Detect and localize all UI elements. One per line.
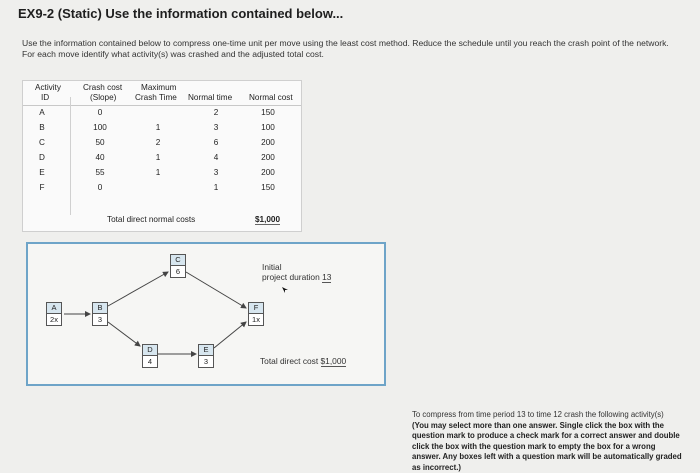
cell-normal-cost: 200 xyxy=(261,168,275,177)
cell-slope: 55 xyxy=(95,168,105,177)
project-duration-value: 13 xyxy=(322,272,332,282)
cell-id: E xyxy=(39,168,45,177)
total-direct-cost-value: $1,000 xyxy=(320,356,347,366)
question-instructions: (You may select more than one answer. Single click the box with the question mark to produce a check mark for a correct answer and double click the box with the question mark to empty the box for a wrong answer. Any boxes left with a question mark will be automatically graded as incorrect.) xyxy=(412,420,682,472)
header-crash-time: Crash Time xyxy=(135,93,177,102)
question-text xyxy=(412,410,682,473)
node-b xyxy=(92,302,108,326)
node-e-duration: 3 xyxy=(199,356,213,367)
cell-id: F xyxy=(39,183,45,192)
cell-normal-cost: 200 xyxy=(261,153,275,162)
table-column-divider xyxy=(70,97,71,215)
header-normal-cost: Normal cost xyxy=(249,93,293,102)
table-divider xyxy=(23,105,301,106)
cell-slope: 0 xyxy=(97,183,103,192)
cell-normal-cost: 150 xyxy=(261,183,275,192)
header-activity: Activity xyxy=(35,83,61,92)
cell-slope: 40 xyxy=(95,153,105,162)
cell-normal-cost: 100 xyxy=(261,123,275,132)
node-d-duration: 4 xyxy=(143,356,157,367)
header-id: ID xyxy=(41,93,50,102)
cell-normal-time: 4 xyxy=(213,153,219,162)
cell-slope: 50 xyxy=(95,138,105,147)
node-a-label: A xyxy=(47,303,61,314)
cell-normal-cost: 200 xyxy=(261,138,275,147)
cell-crash-time: 1 xyxy=(155,168,161,177)
total-normal-cost-label: Total direct normal costs xyxy=(107,215,196,224)
intro-text: Use the information contained below to compress one-time unit per move using the least cost method. Reduce the schedule until you reach the crash point of the network. For each move identify what activity(s) was crashed and the adjusted total cost. xyxy=(22,38,669,59)
cell-normal-time: 2 xyxy=(213,108,219,117)
cell-id: C xyxy=(39,138,45,147)
mouse-cursor-icon xyxy=(282,287,288,293)
cell-normal-time: 1 xyxy=(213,183,219,192)
node-d-label: D xyxy=(143,345,157,356)
edge-c-f xyxy=(186,272,246,308)
header-slope: (Slope) xyxy=(90,93,117,102)
cell-slope: 100 xyxy=(93,123,107,132)
cell-crash-time: 1 xyxy=(155,153,161,162)
node-c-duration: 6 xyxy=(171,266,185,277)
total-direct-cost-label: Total direct cost xyxy=(260,356,319,366)
node-b-duration: 3 xyxy=(93,314,107,325)
node-d xyxy=(142,344,158,368)
edge-e-f xyxy=(214,322,246,348)
node-e-label: E xyxy=(199,345,213,356)
question-lead: To compress from time period 13 to time 12 crash the following activity(s) xyxy=(412,410,664,419)
cell-normal-cost: 150 xyxy=(261,108,275,117)
cell-normal-time: 6 xyxy=(213,138,219,147)
cell-id: B xyxy=(39,123,45,132)
node-f-duration: 1x xyxy=(249,314,263,325)
activity-table xyxy=(22,80,302,232)
header-crash-cost: Crash cost xyxy=(83,83,123,92)
cell-crash-time: 1 xyxy=(155,123,161,132)
cell-id: D xyxy=(39,153,45,162)
cell-id: A xyxy=(39,108,45,117)
edge-b-d xyxy=(108,322,140,346)
page-title: EX9-2 (Static) Use the information contained below... xyxy=(18,6,344,21)
node-f xyxy=(248,302,264,326)
cell-normal-time: 3 xyxy=(213,168,219,177)
cell-slope: 0 xyxy=(97,108,103,117)
header-maximum: Maximum xyxy=(141,83,177,92)
initial-label: Initial xyxy=(262,262,282,272)
cell-crash-time: 2 xyxy=(155,138,161,147)
node-c-label: C xyxy=(171,255,185,266)
node-a xyxy=(46,302,62,326)
node-a-duration: 2x xyxy=(47,314,61,325)
total-normal-cost-value: $1,000 xyxy=(255,215,281,224)
node-c xyxy=(170,254,186,278)
node-f-label: F xyxy=(249,303,263,314)
edge-b-c xyxy=(108,272,168,306)
project-duration xyxy=(262,272,331,282)
node-e xyxy=(198,344,214,368)
cell-normal-time: 3 xyxy=(213,123,219,132)
node-b-label: B xyxy=(93,303,107,314)
total-direct-cost xyxy=(260,356,346,366)
project-duration-label: project duration xyxy=(262,272,320,282)
header-normal-time: Normal time xyxy=(188,93,233,102)
